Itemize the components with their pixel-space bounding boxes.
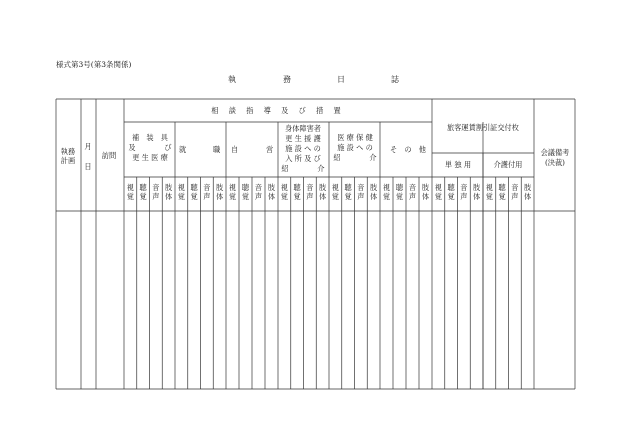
sub-col-label-2-3-0: 肢 xyxy=(267,183,276,192)
sub-col-label-1-1-0: 聴 xyxy=(190,183,198,192)
header-shimu-keikaku-2: 計画 xyxy=(60,156,76,165)
header-kessai: (決裁) xyxy=(545,158,565,167)
sub-col-label-1-2-1: 声 xyxy=(203,192,211,201)
header-soudan-shidou: 相 談 指 導 及 び 措 置 xyxy=(211,106,345,115)
sub-col-label-4-3-1: 体 xyxy=(370,192,378,201)
header-ryokaku: 旅客運賃割引証交付枚 xyxy=(447,123,519,132)
header-shintai-1: 身体障害者 xyxy=(285,124,321,133)
sub-col-label-2-0-0: 視 xyxy=(228,183,237,192)
sub-col-label-7-1-0: 聴 xyxy=(498,183,506,192)
sub-col-label-1-0-0: 視 xyxy=(177,183,185,192)
sub-col-label-4-0-1: 覚 xyxy=(331,192,339,201)
header-shushoku-1: 就 xyxy=(179,145,187,154)
sub-col-label-0-0-0: 視 xyxy=(126,183,134,192)
sub-col-label-7-2-0: 音 xyxy=(511,183,519,192)
header-iryo-1: 医 療 保 健 xyxy=(337,133,373,142)
sub-col-label-6-0-1: 覚 xyxy=(434,192,442,201)
sub-col-label-7-2-1: 声 xyxy=(511,192,519,201)
header-jiei-2: 営 xyxy=(266,145,274,154)
sub-col-label-1-0-1: 覚 xyxy=(177,192,185,201)
sub-col-label-6-3-0: 肢 xyxy=(473,183,481,192)
header-jiei-1: 自 xyxy=(231,145,239,154)
header-iryo-3: 紹 介 xyxy=(333,153,377,162)
sub-col-label-0-1-1: 覚 xyxy=(139,192,147,201)
header-shintai-2: 更 生 援 護 xyxy=(285,134,321,143)
sub-col-label-0-3-0: 肢 xyxy=(165,183,173,192)
sub-col-label-3-0-0: 視 xyxy=(280,183,288,192)
sub-col-label-5-3-1: 体 xyxy=(421,192,430,201)
sub-col-label-3-3-0: 肢 xyxy=(319,183,327,192)
sub-col-label-0-3-1: 体 xyxy=(165,192,173,201)
sub-col-label-6-3-1: 体 xyxy=(473,192,481,201)
header-kaigo: 介護付用 xyxy=(493,160,523,169)
sub-col-label-4-1-1: 覚 xyxy=(344,192,352,201)
sub-col-label-2-2-1: 声 xyxy=(254,192,263,201)
title-char-1: 執 xyxy=(228,75,236,84)
header-sogu-3: 更 生 医 療 xyxy=(132,153,168,162)
sub-col-label-1-1-1: 覚 xyxy=(190,192,198,201)
sub-col-label-6-2-1: 声 xyxy=(460,192,468,201)
sub-col-label-4-2-0: 音 xyxy=(357,183,365,192)
sub-col-label-2-1-0: 聴 xyxy=(241,183,250,192)
header-iryo-2: 施 設 へ の xyxy=(337,143,373,152)
sub-col-label-0-2-1: 声 xyxy=(152,192,160,201)
sub-col-label-6-0-0: 視 xyxy=(434,183,442,192)
sub-col-label-4-1-0: 聴 xyxy=(344,183,352,192)
header-shintai-4: 入 所 及 び xyxy=(285,154,321,163)
sub-col-label-7-1-1: 覚 xyxy=(498,192,506,201)
header-sogu-2: 及 び xyxy=(128,143,172,152)
header-shintai-5: 紹 介 xyxy=(281,164,325,173)
header-shintai-3: 施 設 へ の xyxy=(285,144,321,153)
sub-col-label-4-2-1: 声 xyxy=(357,192,365,201)
sub-col-label-6-1-1: 覚 xyxy=(447,192,455,201)
sub-col-label-2-3-1: 体 xyxy=(267,192,276,201)
sub-col-label-0-0-1: 覚 xyxy=(126,192,134,201)
sub-col-label-7-0-1: 覚 xyxy=(485,192,493,201)
title-char-2: 務 xyxy=(283,75,291,84)
sub-col-label-1-3-0: 肢 xyxy=(216,183,224,192)
sub-col-label-5-2-0: 音 xyxy=(408,183,417,192)
title-char-4: 誌 xyxy=(391,75,399,84)
title-char-3: 日 xyxy=(337,75,345,84)
sub-col-label-0-2-0: 音 xyxy=(152,183,160,192)
sub-col-label-1-2-0: 音 xyxy=(203,183,211,192)
sub-col-label-3-1-0: 聴 xyxy=(293,183,301,192)
sub-col-label-6-1-0: 聴 xyxy=(447,183,455,192)
sub-col-label-5-0-1: 覚 xyxy=(382,192,391,201)
sub-col-label-7-0-0: 視 xyxy=(485,183,493,192)
sub-col-label-3-0-1: 覚 xyxy=(280,192,288,201)
header-kaigi: 会議備考 xyxy=(540,148,570,157)
sub-col-label-0-1-0: 聴 xyxy=(139,183,147,192)
sub-col-label-4-3-0: 肢 xyxy=(370,183,378,192)
header-sogu-1: 補 装 具 xyxy=(132,133,168,142)
sub-col-label-6-2-0: 音 xyxy=(460,183,468,192)
sub-col-label-7-3-1: 体 xyxy=(524,192,532,201)
sub-col-label-3-1-1: 覚 xyxy=(293,192,301,201)
sub-col-label-5-0-0: 視 xyxy=(382,183,391,192)
header-homon: 訪問 xyxy=(101,151,117,160)
sub-col-label-3-3-1: 体 xyxy=(319,192,327,201)
sub-col-label-5-1-1: 覚 xyxy=(395,192,404,201)
sub-col-label-3-2-0: 音 xyxy=(306,183,314,192)
sub-col-label-4-0-0: 視 xyxy=(331,183,339,192)
header-sonota: そ の 他 xyxy=(390,145,426,154)
sub-col-label-2-1-1: 覚 xyxy=(241,192,250,201)
sub-col-label-3-2-1: 声 xyxy=(306,192,314,201)
header-shushoku-2: 職 xyxy=(213,145,221,154)
header-tandoku: 単 独 用 xyxy=(444,160,472,169)
header-day: 日 xyxy=(84,162,92,171)
form-number-label: 様式第3号(第3条関係) xyxy=(56,60,132,69)
sub-col-label-5-3-0: 肢 xyxy=(421,183,430,192)
sub-col-label-1-3-1: 体 xyxy=(216,192,224,201)
sub-col-label-5-1-0: 聴 xyxy=(395,183,404,192)
header-shimu-keikaku-1: 執務 xyxy=(60,147,76,156)
sub-col-label-2-2-0: 音 xyxy=(254,183,263,192)
sub-col-label-7-3-0: 肢 xyxy=(524,183,532,192)
sub-col-label-5-2-1: 声 xyxy=(408,192,417,201)
sub-col-label-2-0-1: 覚 xyxy=(228,192,237,201)
header-month: 月 xyxy=(84,142,92,151)
